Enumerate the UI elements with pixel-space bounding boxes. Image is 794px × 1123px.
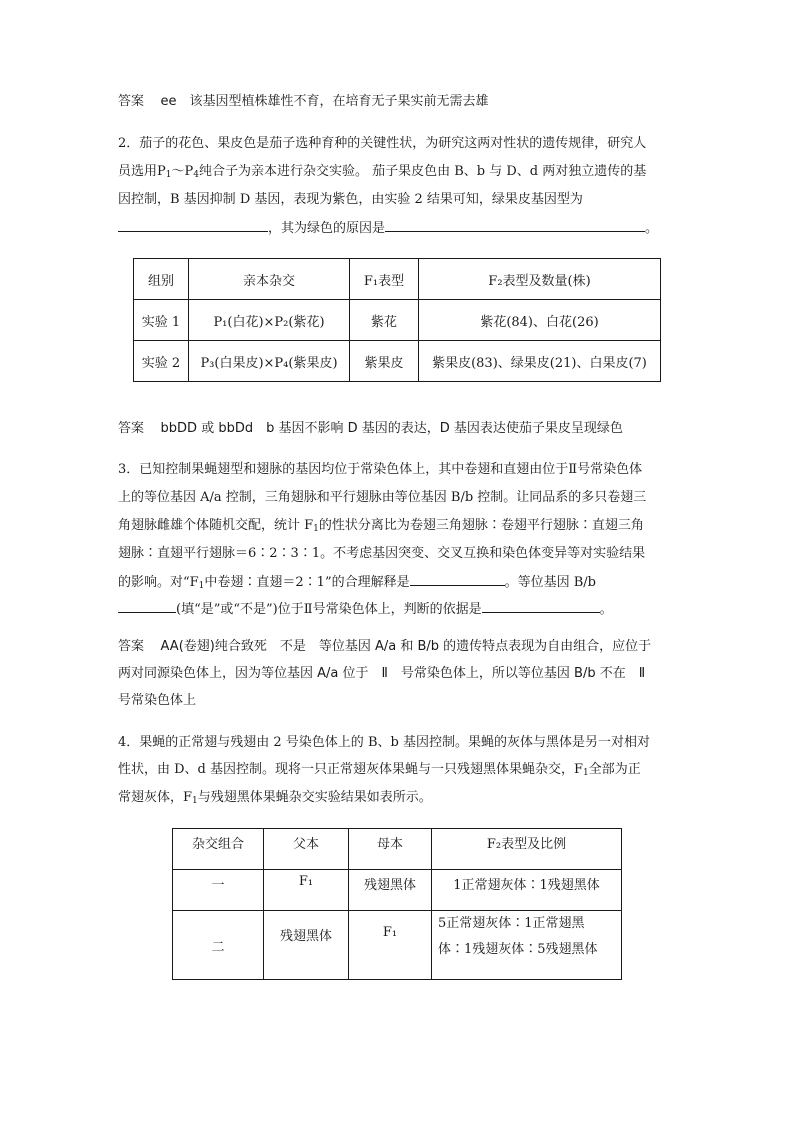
table-cell: P₃(白果皮)×P₄(紫果皮) (189, 341, 350, 382)
text-segment: ，其为绿色的原因是 (268, 221, 386, 236)
text-segment: 中卷翅∶直翅＝2∶1”的合理解释是 (204, 575, 410, 590)
table-cell (432, 911, 622, 980)
answer-text: bbDD 或 bbDd b 基因不影响 D 基因的表达，D 基因表达使茄子果皮呈现绿色 (160, 421, 623, 436)
table-cell: P₁(白花)×P₂(紫花) (189, 300, 350, 341)
subscript: 4 (193, 170, 199, 180)
table-header-row (173, 829, 622, 870)
table-cell: 紫果皮 (350, 341, 419, 382)
answer-2 (118, 420, 623, 438)
table-cell: 一 (173, 870, 264, 911)
table-cell: F₁ (349, 911, 432, 980)
question-line: 翅脉∶直翅平行翅脉＝6∶2∶3∶1。不考虑基因突变、交叉互换和染色体变异等对实验结果 (118, 546, 646, 561)
answer-text: ee 该基因型植株雄性不育，在培育无子果实前无需去雄 (160, 94, 489, 109)
text-segment: (填“是”或“不是”)位于Ⅱ号常染色体上，判断的依据是 (176, 602, 482, 617)
question-line: 4．果蝇的正常翅与残翅由 2 号染色体上的 B、b 基因控制。果蝇的灰体与黑体是另一对相对 (118, 735, 650, 750)
table-cell: 紫果皮(83)、绿果皮(21)、白果皮(7) (419, 341, 661, 382)
text-segment: 角翅脉雌雄个体随机交配，统计 F (118, 518, 314, 533)
answer-blank[interactable] (482, 600, 600, 613)
table-header: F₂表型及比例 (432, 829, 622, 870)
table-cell: F₁ (264, 870, 349, 911)
text-segment: 的影响。对“F (118, 575, 199, 590)
subscript: 1 (583, 768, 589, 778)
text-segment: 员选用P (118, 164, 166, 179)
answer-1 (118, 93, 489, 111)
question-line: 因控制，B 基因抑制 D 基因，表现为紫色，由实验 2 结果可知，绿果皮基因型为 (118, 192, 583, 207)
table-cell: 紫花 (350, 300, 419, 341)
subscript: 1 (313, 524, 319, 534)
table-header: 亲本杂交 (189, 259, 350, 300)
table-header: 杂交组合 (173, 829, 264, 870)
subscript: 1 (192, 796, 198, 806)
question-line (118, 761, 641, 779)
question-line (118, 600, 613, 619)
answer-label: 答案 (118, 639, 145, 654)
answer-line: 两对同源染色体上，因为等位基因 A/a 位于 Ⅱ 号常染色体上，所以等位基因 B/b 不在 Ⅱ (118, 666, 646, 681)
table-cell: 1正常翅灰体∶1残翅黑体 (432, 870, 622, 911)
table-header: F₁表型 (350, 259, 419, 300)
cross-table (172, 828, 622, 980)
table-cell: 残翅黑体 (264, 911, 349, 980)
question-line (118, 163, 646, 181)
text-segment: ～P (171, 164, 194, 179)
cell-line: 体∶1残翅灰体∶5残翅黑体 (438, 942, 598, 957)
answer-label: 答案 (118, 94, 145, 109)
table-header: 母本 (349, 829, 432, 870)
table-cell: 实验 1 (134, 300, 189, 341)
table-row (173, 911, 622, 980)
table-cell: 二 (173, 911, 264, 980)
subscript: 1 (165, 170, 172, 180)
answer-text: AA(卷翅)纯合致死 不是 等位基因 A/a 和 B/b 的遗传特点表现为自由组合，应位于 (160, 639, 652, 654)
question-line: 3．已知控制果蝇翅型和翅脉的基因均位于常染色体上，其中卷翅和直翅由位于Ⅱ号常染色体 (118, 462, 643, 477)
table-header: F₂表型及数量(株) (419, 259, 661, 300)
table-header-row (134, 259, 661, 300)
text-segment: 与残翅黑体果蝇杂交实验结果如表所示。 (197, 790, 432, 805)
answer-line (118, 638, 651, 656)
experiment-table (133, 258, 661, 382)
subscript: 1 (198, 581, 205, 591)
table-cell: 实验 2 (134, 341, 189, 382)
question-line (118, 573, 596, 592)
table-header: 组别 (134, 259, 189, 300)
table-cell: 残翅黑体 (349, 870, 432, 911)
cell-line: 5正常翅灰体∶1正常翅黑 (438, 916, 585, 931)
text-segment: 。 (599, 602, 613, 617)
text-segment: 常翅灰体，F (118, 790, 193, 805)
question-line (118, 517, 644, 535)
text-segment: 。等位基因 B/b (504, 575, 596, 590)
answer-blank[interactable] (410, 573, 505, 586)
question-line (118, 219, 658, 238)
question-line: 上的等位基因 A/a 控制，三角翅脉和平行翅脉由等位基因 B/b 控制。让同品系的多只卷翅三 (118, 490, 647, 505)
text-segment: 的性状分离比为卷翅三角翅脉∶卷翅平行翅脉∶直翅三角 (318, 518, 644, 533)
text-segment: 纯合子为亲本进行杂交实验。 茄子果皮色由 B、b 与 D、d 两对独立遗传的基 (198, 164, 647, 179)
text-segment: 全部为正 (588, 762, 641, 777)
table-row (173, 870, 622, 911)
answer-blank[interactable] (385, 219, 645, 232)
table-row (134, 300, 661, 341)
answer-label: 答案 (118, 421, 145, 436)
answer-blank[interactable] (118, 219, 268, 232)
answer-blank[interactable] (118, 600, 176, 613)
question-line: 2．茄子的花色、果皮色是茄子选种育种的关键性状，为研究这两对性状的遗传规律，研究人 (118, 136, 647, 151)
text-segment: 性状，由 D、d 基因控制。现将一只正常翅灰体果蝇与一只残翅黑体果蝇杂交，F (118, 762, 584, 777)
table-header: 父本 (264, 829, 349, 870)
table-cell: 紫花(84)、白花(26) (419, 300, 661, 341)
text-segment: 。 (645, 221, 659, 236)
answer-line: 号常染色体上 (118, 693, 197, 708)
table-row (134, 341, 661, 382)
question-line (118, 789, 432, 807)
